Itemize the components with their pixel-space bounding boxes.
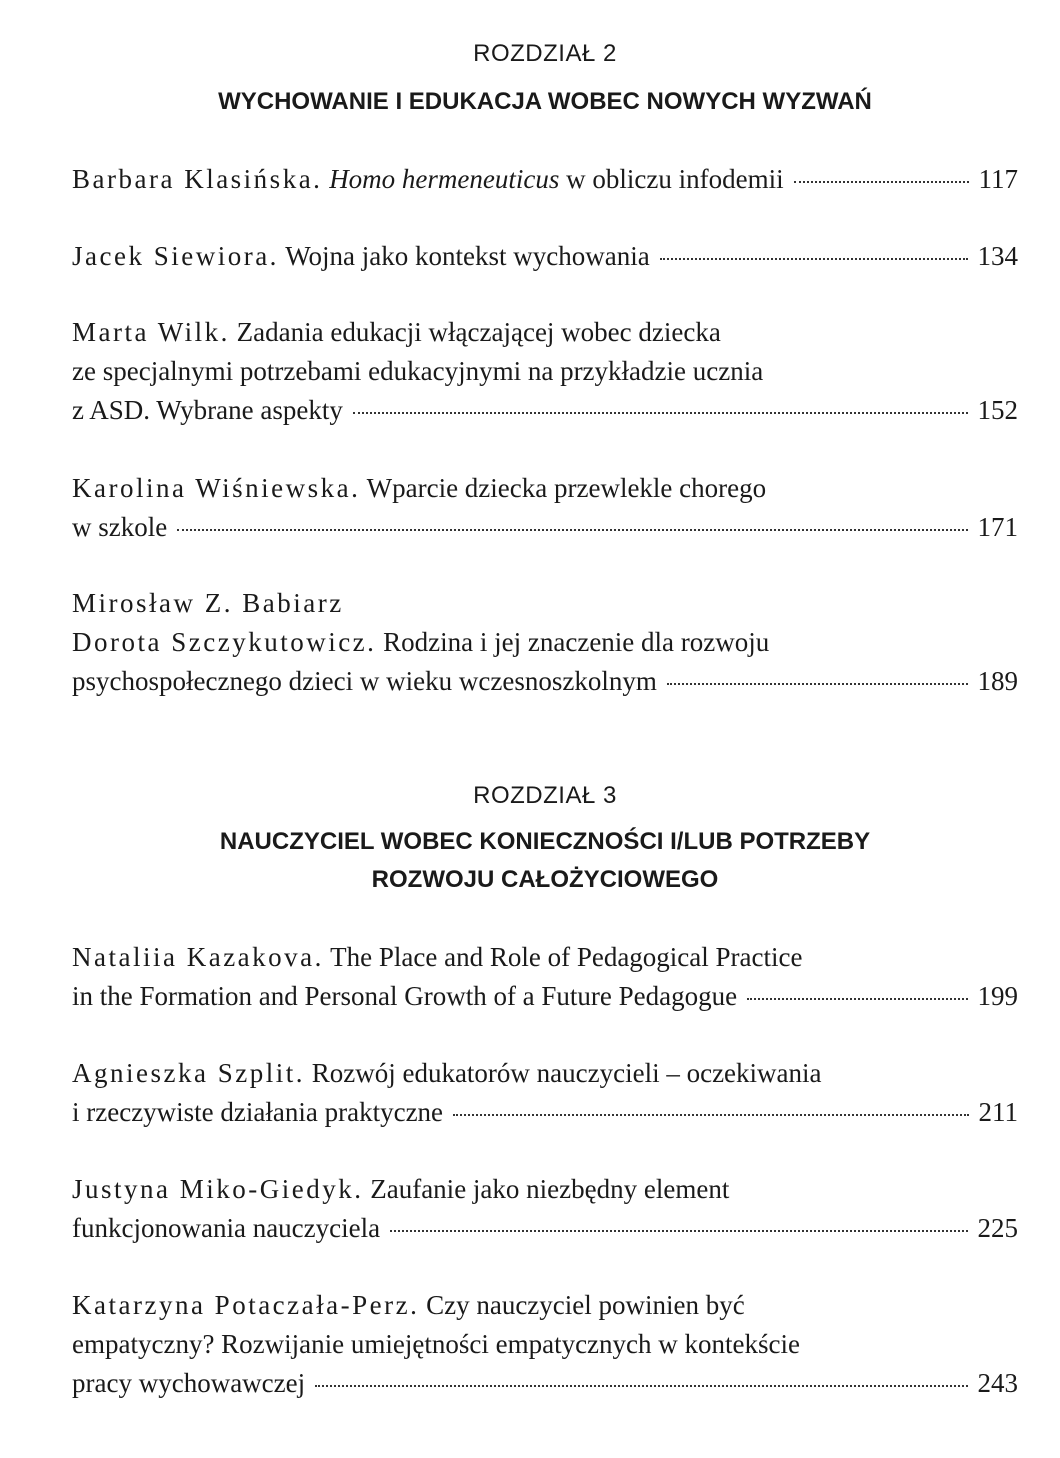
entry-author: Barbara Klasińska.: [72, 164, 323, 194]
entry-title-italic: Homo hermeneuticus: [329, 164, 560, 194]
entry-page-number: 189: [977, 666, 1018, 696]
chapter-2-title: [0, 83, 1060, 121]
entry-title-line-1: Zadania edukacji włączającej wobec dziecka: [236, 317, 721, 347]
entry-author: Justyna Miko-Giedyk.: [72, 1174, 364, 1204]
entry-author: Marta Wilk.: [72, 317, 230, 347]
chapter-3-title: [0, 823, 1060, 899]
entry-title-line-1: Wparcie dziecka przewlekle chorego: [366, 473, 767, 503]
chapter-2-title-line: WYCHOWANIE I EDUKACJA WOBEC NOWYCH WYZWAŃ: [218, 88, 872, 115]
toc-entry-potaczala-perz[interactable]: [72, 1286, 1018, 1403]
entry-page-number: 117: [978, 164, 1018, 194]
entry-page-number: 243: [977, 1368, 1018, 1398]
dot-leader: [794, 181, 969, 183]
entry-title-line-2: psychospołecznego dzieci w wieku wczesnoszkolnym: [72, 666, 657, 696]
entry-author-1: Mirosław Z. Babiarz: [72, 588, 344, 618]
entry-title-line-1: Rodzina i jej znaczenie dla rozwoju: [383, 627, 770, 657]
entry-author: Nataliia Kazakova.: [72, 942, 324, 972]
toc-entry-szplit[interactable]: [72, 1054, 1018, 1132]
dot-leader: [747, 998, 967, 1000]
chapter-3-number: ROZDZIAŁ 3: [473, 782, 617, 809]
entry-title-line-2: empatyczny? Rozwijanie umiejętności empatycznych w kontekście: [72, 1329, 800, 1359]
entry-author: Jacek Siewiora.: [72, 241, 279, 271]
dot-leader: [390, 1230, 967, 1232]
toc-entry-miko-giedyk[interactable]: [72, 1170, 1018, 1248]
entry-page-number: 152: [977, 395, 1018, 425]
chapter-3-title-line-2: ROZWOJU CAŁOŻYCIOWEGO: [371, 866, 719, 893]
toc-entry-wilk[interactable]: [72, 313, 1018, 430]
toc-entry-line: [72, 160, 1018, 199]
toc-entry-babiarz-szczykutowicz[interactable]: [72, 584, 1018, 701]
entry-title-line-1: Czy nauczyciel powinien być: [426, 1290, 745, 1320]
toc-entry-siewiora[interactable]: [72, 237, 1018, 276]
entry-author-2: Dorota Szczykutowicz.: [72, 627, 377, 657]
entry-page-number: 211: [978, 1097, 1018, 1127]
entry-page-number: 225: [977, 1213, 1018, 1243]
entry-title-line-2: w szkole: [72, 512, 168, 542]
dot-leader: [177, 529, 967, 531]
dot-leader: [315, 1385, 967, 1387]
dot-leader: [353, 412, 968, 414]
entry-title-line-2: in the Formation and Personal Growth of a Future Pedagogue: [72, 981, 738, 1011]
chapter-2-number: ROZDZIAŁ 2: [473, 40, 617, 67]
toc-entry-wisniewska[interactable]: [72, 469, 1018, 547]
entry-title-line-2: funkcjonowania nauczyciela: [72, 1213, 381, 1243]
entry-title-line-1: Rozwój edukatorów nauczycieli – oczekiwania: [311, 1058, 822, 1088]
dot-leader: [660, 258, 968, 260]
entry-page-number: 171: [977, 512, 1018, 542]
entry-title-line-3: z ASD. Wybrane aspekty: [72, 395, 343, 425]
dot-leader: [453, 1114, 968, 1116]
toc-entry-kazakova[interactable]: [72, 938, 1018, 1016]
entry-title-line-1: Zaufanie jako niezbędny element: [370, 1174, 730, 1204]
toc-entry-klasinska[interactable]: [72, 160, 1018, 199]
entry-title-line-3: pracy wychowawczej: [72, 1368, 306, 1398]
entry-title-line-2: i rzeczywiste działania praktyczne: [72, 1097, 444, 1127]
entry-author: Agnieszka Szplit.: [72, 1058, 305, 1088]
entry-title-line-1: The Place and Role of Pedagogical Practice: [330, 942, 803, 972]
entry-title: Wojna jako kontekst wychowania: [285, 241, 650, 271]
entry-page-number: 199: [977, 981, 1018, 1011]
entry-author: Katarzyna Potaczała-Perz.: [72, 1290, 420, 1320]
entry-title: w obliczu infodemii: [566, 164, 784, 194]
entry-title-line-2: ze specjalnymi potrzebami edukacyjnymi na przykładzie ucznia: [72, 356, 764, 386]
dot-leader: [667, 683, 968, 685]
entry-page-number: 134: [977, 241, 1018, 271]
chapter-3-title-line-1: NAUCZYCIEL WOBEC KONIECZNOŚCI I/LUB POTRZEBY: [219, 828, 871, 855]
entry-author: Karolina Wiśniewska.: [72, 473, 361, 503]
